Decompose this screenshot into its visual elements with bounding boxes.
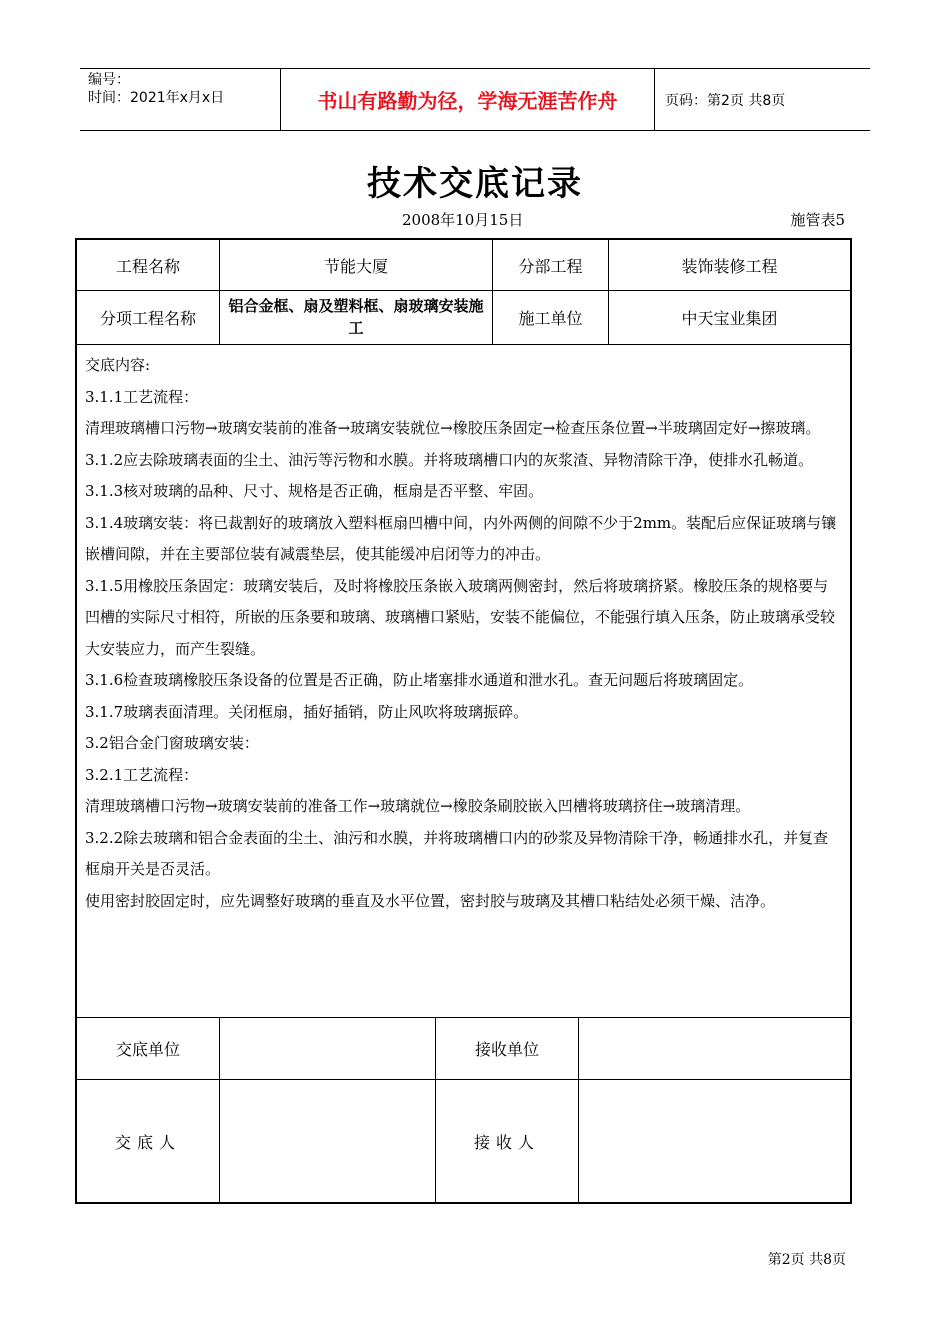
subitem-label: 分项工程名称: [77, 290, 220, 344]
header-motto: 书山有路勤为径，学海无涯苦作舟: [281, 69, 655, 130]
division-value: 装饰装修工程: [681, 256, 778, 276]
project-name-label: 工程名称: [77, 240, 220, 290]
record-table: [75, 238, 852, 1204]
header-meta: [80, 69, 281, 130]
content-line: 3.2铝合金门窗玻璃安装：: [85, 734, 259, 752]
signoff-row-units: [77, 1018, 850, 1080]
content-line: 3.1.3核对玻璃的品种、尺寸、规格是否正确，框扇是否平整、牢固。: [85, 482, 544, 500]
receiver-label: 接收人: [436, 1079, 579, 1204]
document-title: 技术交底记录: [367, 164, 583, 204]
content-line: 使用密封胶固定时，应先调整好玻璃的垂直及水平位置，密封胶与玻璃及其槽口粘结处必须干燥、洁净。: [85, 891, 776, 910]
content-line: 清理玻璃槽口污物→玻璃安装前的准备→玻璃安装就位→橡胶压条固定→检查压条位置→半玻璃固定好→擦玻璃。: [85, 419, 821, 437]
content-line: 3.2.2除去玻璃和铝合金表面的尘土、油污和水膜，并将玻璃槽口内的砂浆及异物清除干净，畅通排水孔，并复查框扇开关是否灵活。: [85, 828, 829, 878]
receiver-value: [579, 1079, 850, 1204]
content-line: 3.1.5用橡胶压条固定：玻璃安装后，及时将橡胶压条嵌入玻璃两侧密封，然后将玻璃挤紧。橡胶压条的规格要与凹槽的实际尺寸相符，所嵌的压条要和玻璃、玻璃槽口紧贴，安装不能偏位，不能强行填入压条，防止玻璃承受较大安装应力，而产生裂缝。: [85, 576, 836, 658]
issuer-label: 交底人: [77, 1079, 220, 1204]
page-header: [80, 68, 870, 131]
form-number: 施管表5: [790, 211, 845, 229]
content-line: 3.1.6检查玻璃橡胶压条设备的位置是否正确，防止堵塞排水通道和泄水孔。查无问题后将玻璃固定。: [85, 671, 754, 689]
header-page-info: 页码：第2页 共8页: [665, 92, 786, 109]
content-line: 清理玻璃槽口污物→玻璃安装前的准备工作→玻璃就位→橡胶条刷胶嵌入凹槽将玻璃挤住→玻璃清理。: [85, 797, 751, 815]
issuer-value: [220, 1079, 436, 1204]
content-line: 3.1.1工艺流程：: [85, 387, 199, 406]
document-date: 2008年10月15日: [402, 211, 524, 229]
disclosure-content: [77, 344, 850, 1018]
subitem-value: 铝合金框、扇及塑料框、扇玻璃安装施工: [220, 290, 493, 344]
table-row: [77, 290, 850, 345]
content-line: 3.1.2应去除玻璃表面的尘土、油污等污物和水膜。并将玻璃槽口内的灰浆渣、异物清除干净，使排水孔畅道。: [85, 450, 814, 469]
number-label: 编号：: [88, 72, 130, 88]
project-name-value: 节能大厦: [220, 240, 493, 290]
content-line: 3.1.4玻璃安装：将已裁割好的玻璃放入塑料框扇凹槽中间，内外两侧的间隙不少于2mm。装配后应保证玻璃与镶嵌槽间隙，并在主要部位装有减震垫层，使其能缓冲启闭等力的冲击。: [85, 513, 837, 563]
issuer-unit-value: [220, 1018, 436, 1079]
content-line: 3.1.7玻璃表面清理。关闭框扇，插好插销，防止风吹将玻璃振碎。: [85, 702, 529, 721]
content-line: 3.2.1工艺流程：: [85, 765, 199, 784]
page-footer: 第2页 共8页: [767, 1252, 846, 1268]
contractor-label: 施工单位: [493, 290, 609, 344]
content-label: 交底内容:: [85, 356, 151, 374]
receiver-unit-label: 接收单位: [436, 1018, 579, 1079]
contractor-value: 中天宝业集团: [681, 308, 778, 328]
division-label: 分部工程: [493, 240, 609, 290]
signoff-row-people: [77, 1079, 850, 1204]
table-row: [77, 240, 850, 291]
issuer-unit-label: 交底单位: [77, 1018, 220, 1079]
time-label: 时间：2021年x月x日: [88, 90, 225, 106]
receiver-unit-value: [579, 1018, 850, 1079]
